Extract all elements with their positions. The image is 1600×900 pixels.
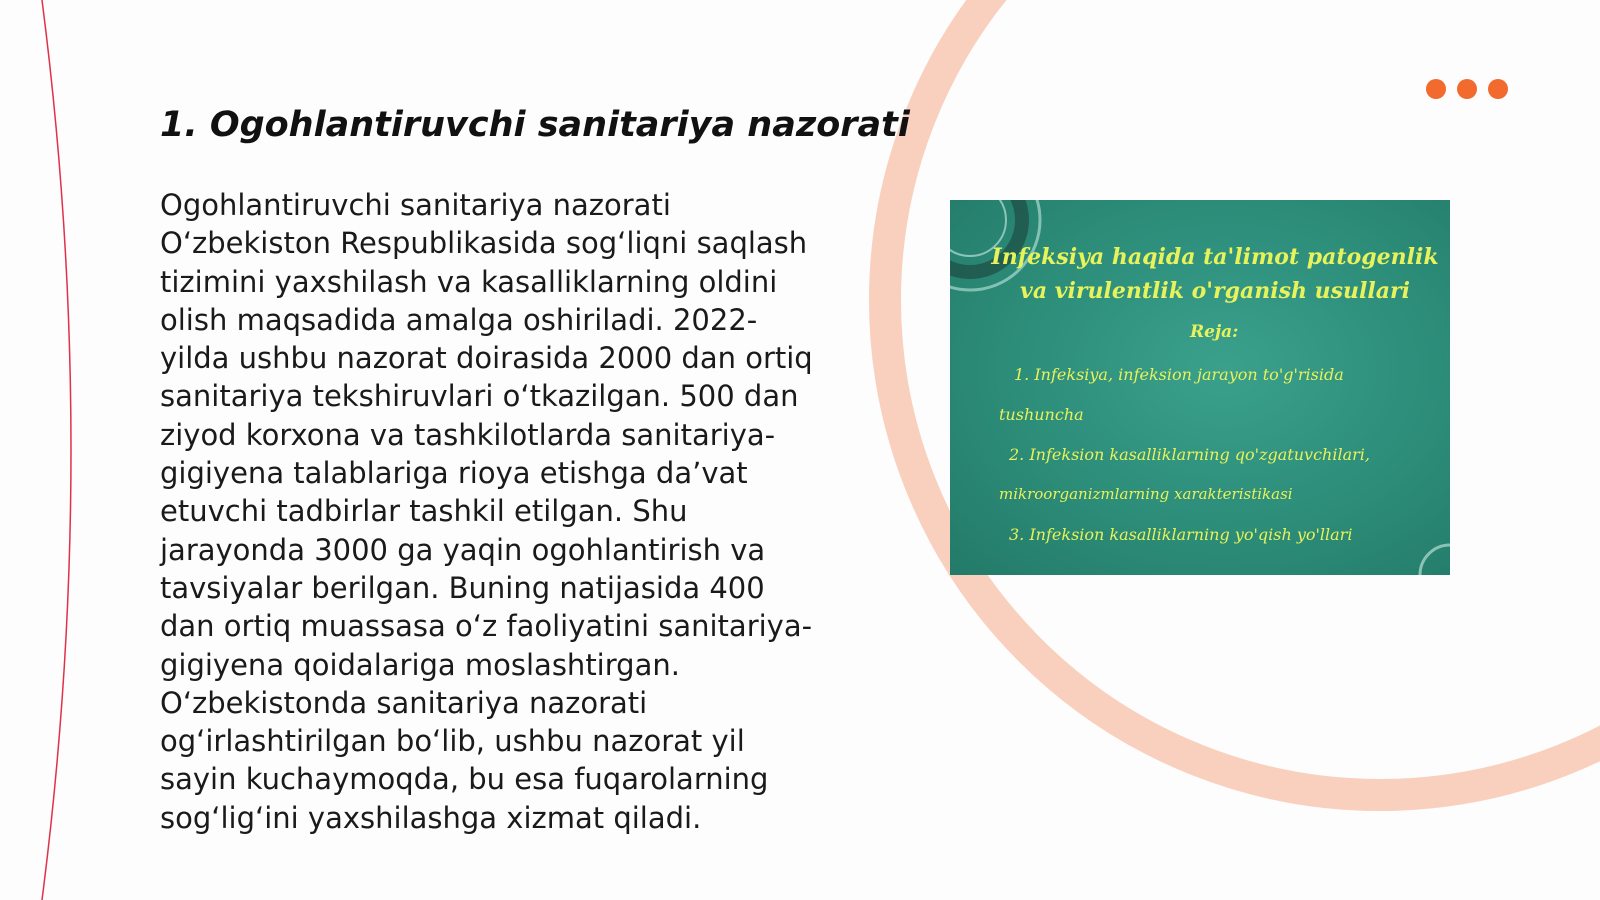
decorative-red-line	[42, 0, 71, 900]
body-line: jarayonda 3000 ga yaqin ogohlantirish va	[160, 532, 766, 567]
body-line: O‘zbekiston Respublikasida sog‘liqni saqlash	[160, 226, 808, 261]
body-line: olish maqsadida amalga oshiriladi. 2022-	[160, 302, 758, 337]
dot-icon	[1426, 79, 1446, 99]
body-line: tizimini yaxshilash va kasalliklarning oldini	[160, 264, 778, 299]
inset-slide-image	[950, 200, 1450, 575]
inset-list-item: 2. Infeksion kasalliklarning qo'zgatuvchilari,	[1009, 445, 1370, 464]
inset-heading	[990, 240, 1440, 308]
body-line: dan ortiq muassasa o‘z faoliyatini sanitariya-	[160, 609, 813, 644]
body-line: sog‘lig‘ini yaxshilashga xizmat qiladi.	[160, 800, 702, 835]
body-paragraph	[160, 186, 860, 837]
dot-icon	[1488, 79, 1508, 99]
body-line: ziyod korxona va tashkilotlarda sanitariya-	[160, 417, 776, 452]
body-line: sayin kuchaymoqda, bu esa fuqarolarning	[160, 762, 769, 797]
body-line: gigiyena qoidalariga moslashtirgan.	[160, 647, 680, 682]
inset-heading-line: va virulentlik o'rganish usullari	[1020, 278, 1410, 304]
body-line: etuvchi tadbirlar tashkil etilgan. Shu	[160, 494, 688, 529]
inset-list-item: mikroorganizmlarning xarakteristikasi	[999, 485, 1293, 503]
inset-list-item: 1. Infeksiya, infeksion jarayon to'g'risida	[1014, 365, 1344, 384]
dot-icon	[1457, 79, 1477, 99]
body-line: og‘irlashtirilgan bo‘lib, ushbu nazorat yil	[160, 724, 745, 759]
inset-list-item: tushuncha	[999, 405, 1084, 424]
body-line: O‘zbekistonda sanitariya nazorati	[160, 685, 648, 720]
body-line: sanitariya tekshiruvlari o‘tkazilgan. 500 dan	[160, 379, 799, 414]
inset-heading-line: Infeksiya haqida ta'limot patogenlik	[991, 244, 1439, 270]
inset-list-item: 3. Infeksion kasalliklarning yo'qish yo'llari	[1009, 525, 1353, 544]
body-line: gigiyena talablariga rioya etishga da’vat	[160, 456, 748, 491]
body-line: Ogohlantiruvchi sanitariya nazorati	[160, 188, 671, 222]
inset-subheading: Reja:	[1190, 322, 1239, 342]
decorative-dots	[1426, 79, 1508, 99]
body-line: yilda ushbu nazorat doirasida 2000 dan ortiq	[160, 341, 813, 376]
body-line: tavsiyalar berilgan. Buning natijasida 400	[160, 570, 765, 605]
slide-title: 1. Ogohlantiruvchi sanitariya nazorati	[160, 105, 910, 145]
